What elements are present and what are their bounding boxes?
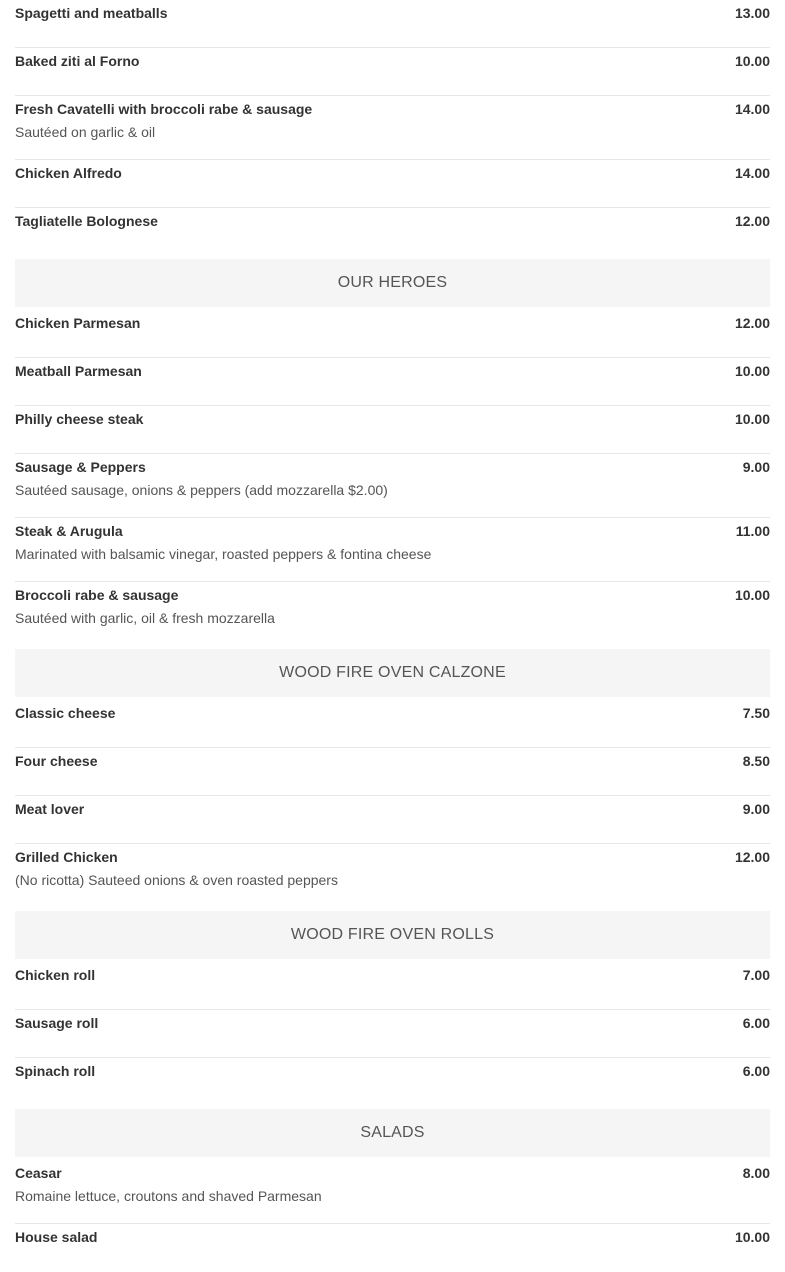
item-price: 10.00: [734, 53, 770, 69]
item-price: 10.00: [734, 587, 770, 603]
menu-item: [15, 48, 770, 96]
menu: [15, 0, 770, 1272]
item-price: 7.00: [742, 967, 770, 983]
pasta-section: [15, 0, 770, 256]
item-price: 8.50: [742, 753, 770, 769]
menu-item: [15, 454, 770, 518]
menu-item: [15, 962, 770, 1010]
item-name: Meat lover: [15, 801, 85, 817]
heroes-section: [15, 310, 770, 646]
calzone-section: [15, 700, 770, 908]
item-name: Classic cheese: [15, 705, 116, 721]
item-price: 12.00: [734, 849, 770, 865]
item-description: (No ricotta) Sauteed onions & oven roasted peppers: [15, 872, 338, 888]
menu-item: [15, 406, 770, 454]
menu-item: [15, 748, 770, 796]
item-description: Sautéed sausage, onions & peppers (add mozzarella $2.00): [15, 482, 388, 498]
item-name: House salad: [15, 1229, 98, 1245]
item-name: Tagliatelle Bolognese: [15, 213, 158, 229]
item-description: Romaine lettuce, croutons and shaved Parmesan: [15, 1188, 322, 1204]
menu-item: [15, 844, 770, 908]
item-name: Broccoli rabe & sausage: [15, 587, 179, 603]
item-name: Four cheese: [15, 753, 98, 769]
menu-item: [15, 1224, 770, 1272]
item-price: 12.00: [734, 315, 770, 331]
item-name: Sausage & Peppers: [15, 459, 146, 475]
menu-item: [15, 518, 770, 582]
menu-item: [15, 358, 770, 406]
item-price: 11.00: [735, 523, 770, 539]
menu-item: [15, 1058, 770, 1106]
item-description: Sautéed on garlic & oil: [15, 124, 156, 140]
item-name: Chicken roll: [15, 967, 96, 983]
item-description: Sautéed with garlic, oil & fresh mozzarella: [15, 610, 275, 626]
item-name: Fresh Cavatelli with broccoli rabe & sausage: [15, 101, 313, 117]
menu-item: [15, 0, 770, 48]
item-name: Baked ziti al Forno: [15, 53, 140, 69]
item-name: Sausage roll: [15, 1015, 99, 1031]
item-price: 6.00: [742, 1063, 770, 1079]
item-name: Steak & Arugula: [15, 523, 123, 539]
menu-item: [15, 1160, 770, 1224]
menu-item: [15, 160, 770, 208]
item-name: Chicken Alfredo: [15, 165, 122, 181]
item-price: 12.00: [734, 213, 770, 229]
item-price: 9.00: [742, 459, 770, 475]
item-price: 7.50: [742, 705, 770, 721]
item-name: Philly cheese steak: [15, 411, 144, 427]
item-description: Marinated with balsamic vinegar, roasted peppers & fontina cheese: [15, 546, 432, 562]
item-name: Chicken Parmesan: [15, 315, 141, 331]
section-header-calzone: WOOD FIRE OVEN CALZONE: [15, 649, 770, 697]
menu-item: [15, 700, 770, 748]
menu-item: [15, 1010, 770, 1058]
item-price: 14.00: [734, 101, 770, 117]
item-price: 10.00: [734, 411, 770, 427]
item-name: Grilled Chicken: [15, 849, 118, 865]
section-header-heroes: OUR HEROES: [15, 259, 770, 307]
menu-item: [15, 208, 770, 256]
item-price: 14.00: [734, 165, 770, 181]
menu-item: [15, 96, 770, 160]
menu-item: [15, 582, 770, 646]
item-name: Spinach roll: [15, 1063, 96, 1079]
item-name: Ceasar: [15, 1165, 62, 1181]
item-price: 8.00: [742, 1165, 770, 1181]
item-price: 6.00: [742, 1015, 770, 1031]
item-price: 10.00: [734, 1229, 770, 1245]
item-name: Meatball Parmesan: [15, 363, 142, 379]
menu-item: [15, 310, 770, 358]
item-price: 10.00: [734, 363, 770, 379]
item-price: 13.00: [734, 5, 770, 21]
item-price: 9.00: [742, 801, 770, 817]
menu-item: [15, 796, 770, 844]
rolls-section: [15, 962, 770, 1106]
section-header-rolls: WOOD FIRE OVEN ROLLS: [15, 911, 770, 959]
item-name: Spagetti and meatballs: [15, 5, 168, 21]
salads-section: [15, 1160, 770, 1272]
section-header-salads: SALADS: [15, 1109, 770, 1157]
